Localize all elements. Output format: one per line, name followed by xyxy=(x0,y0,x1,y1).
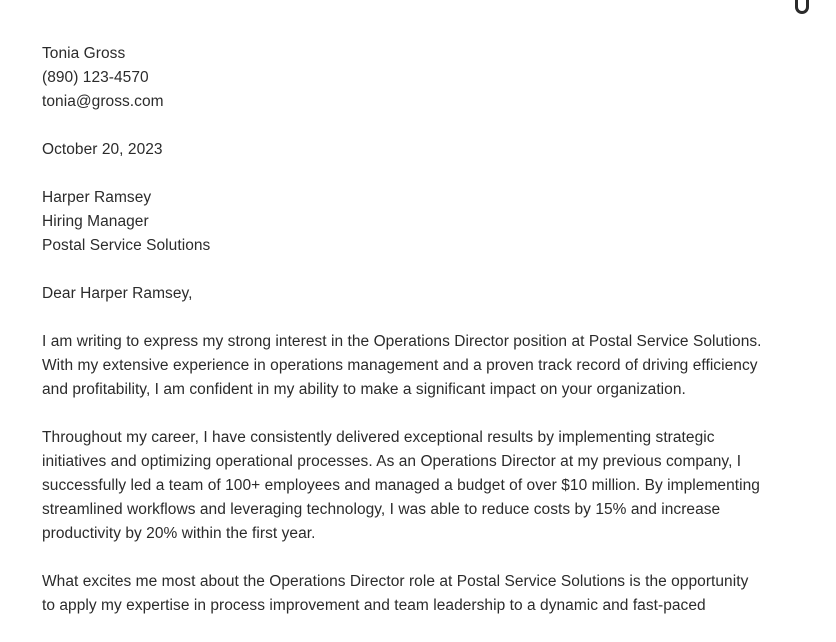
letter-date: October 20, 2023 xyxy=(42,141,163,158)
paragraph-line: initiatives and optimizing operational processes. As an Operations Director at my previous company, I xyxy=(42,453,742,470)
paragraph-line: streamlined workflows and leveraging technology, I was able to reduce costs by 15% and increase xyxy=(42,501,721,518)
body-paragraph-3 xyxy=(42,570,802,618)
paragraph-line: successfully led a team of 100+ employees and managed a budget of over $10 million. By implementing xyxy=(42,477,760,494)
recipient-block xyxy=(42,186,802,258)
salutation: Dear Harper Ramsey, xyxy=(42,285,193,302)
sender-block xyxy=(42,42,802,114)
body-paragraph-1 xyxy=(42,330,802,402)
paragraph-line: With my extensive experience in operations management and a proven track record of driving efficiency xyxy=(42,357,758,374)
paragraph-line: and profitability, I am confident in my ability to make a significant impact on your organization. xyxy=(42,381,686,398)
cover-letter-document xyxy=(42,42,802,642)
sender-phone: (890) 123-4570 xyxy=(42,69,149,86)
paragraph-line: Throughout my career, I have consistently delivered exceptional results by implementing strategic xyxy=(42,429,715,446)
recipient-name: Harper Ramsey xyxy=(42,189,152,206)
date-block xyxy=(42,138,802,162)
paragraph-line: to apply my expertise in process improvement and team leadership to a dynamic and fast-paced xyxy=(42,597,706,614)
paragraph-line: What excites me most about the Operations Director role at Postal Service Solutions is the opportunity xyxy=(42,573,749,590)
recipient-company: Postal Service Solutions xyxy=(42,237,211,254)
recipient-title: Hiring Manager xyxy=(42,213,149,230)
body-paragraph-2 xyxy=(42,426,802,546)
corner-glyph-icon xyxy=(795,0,809,14)
sender-name: Tonia Gross xyxy=(42,45,126,62)
salutation-block xyxy=(42,282,802,306)
sender-email: tonia@gross.com xyxy=(42,93,164,110)
paragraph-line: I am writing to express my strong interest in the Operations Director position at Postal Service Solutions. xyxy=(42,333,762,350)
paragraph-line: productivity by 20% within the first year. xyxy=(42,525,316,542)
